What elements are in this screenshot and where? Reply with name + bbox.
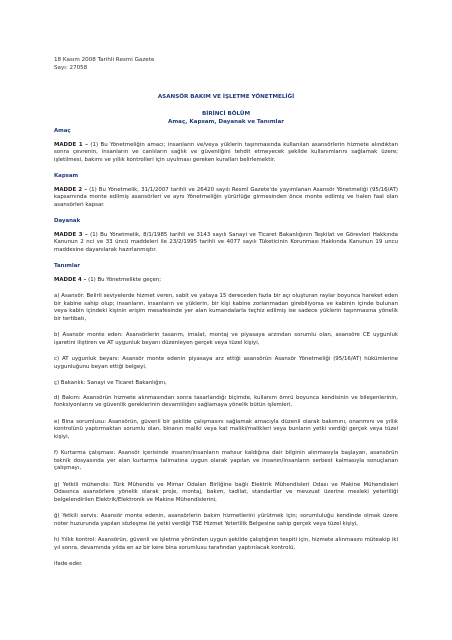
definition-item: b) Asansör monte eden: Asansörlerin tasarım, imalat, montaj ve piyasaya arzından sorumlu olan, asansöre CE uygunluk işaretini iliştiren ve AT uygunluk beyanı düzenleyen gerçek veya tüzel kişiyi, (54, 332, 398, 346)
definition-item: a) Asansör: Belirli seviyelerde hizmet veren, sabit ve yataya 15 dereceden fazla bir açı oluşturan raylar boyunca hareket eden bir kabine sahip olup; insanların, insanların ve yüklerin, bir kişi kabine zorlanmadan girebiliyorsa ve kabinin içinde bulunan veya kabin içindeki kişinin erişim mesafesinde yer alan kumandalarla teçhiz edilmiş ise sadece yüklerin taşınmasına yönelik bir tertibatı, (54, 293, 398, 322)
chapter-subtitle: Amaç, Kapsam, Dayanak ve Tanımlar (168, 119, 284, 125)
gazette-date: 18 Kasım 2008 Tarihli Resmi Gazete (54, 57, 155, 63)
definition-closing: ifade eder. (54, 561, 83, 567)
definition-item: ç) Bakanlık: Sanayi ve Ticaret Bakanlığını, (54, 380, 167, 386)
article-2-lead: MADDE 2 – (54, 186, 88, 193)
article-4-lead: MADDE 4 – (54, 276, 87, 283)
definition-item: f) Kurtarma çalışması: Asansör içerisinde insanın/insanların mahsur kaldığına dair bilginin alınmasıyla başlayan, asansörün teknik dosyasında yer alan kurtarma talimatına uygun olarak yapılan ve insanın/insanların serbest kalmasıyla sonuçlanan çalışmayı, (54, 450, 398, 471)
gazette-header (54, 57, 154, 72)
section-heading-amac: Amaç (54, 128, 71, 134)
document-body (54, 128, 398, 574)
definition-item: g) Yetkili mühendis: Türk Mühendis ve Mimar Odaları Birliğine bağlı Elektrik Mühendisleri Odası ve Makine Mühendisleri Odasınca asansörlere yönelik olarak proje, montaj, bakım, tadilat, standartlar ve mevzuat üzerine mesleki yeterliliği belgelendirilen Elektrik/Elektronik ve Makine Mühendislerini, (54, 481, 398, 503)
section-heading-tanimlar: Tanımlar (54, 263, 81, 269)
section-heading-dayanak: Dayanak (54, 218, 81, 224)
definition-item: e) Bina sorumlusu: Asansörün, güvenli bir şekilde çalışmasını sağlamak amacıyla düzenli olarak bakımını, onarımını ve yıllık kontrolünü yaptırmaktan sorumlu olan, binanın maliki veya kat maliki/malikleri veya bunların yetki verdiği gerçek veya tüzel kişiyi, (54, 418, 398, 440)
definition-item: c) AT uygunluk beyanı: Asansör monte edenin piyasaya arz ettiği asansörün Asansör Yönetmeliği (95/16/AT) hükümlerine uygunluğunu beyan ettiği belgeyi, (54, 356, 398, 370)
article-4 (54, 277, 398, 285)
gazette-issue: Sayı: 27058 (54, 64, 88, 71)
chapter-title: BİRİNCİ BÖLÜM (201, 111, 251, 117)
regulation-title: ASANSÖR BAKIM VE İŞLETME YÖNETMELİĞİ (157, 94, 295, 100)
definition-item: h) Yıllık kontrol: Asansörün, güvenli ve işletme yönünden uygun şekilde çalıştığının tespiti için, hizmete alınmasını müteakip iki yıl sonra, devamında yılda en az bir kere bina sorumlusu tarafından yaptırılacak kontrolü, (54, 537, 398, 551)
article-2-text: (1) Bu Yönetmelik, 31/1/2007 tarihli ve 26420 sayılı Resmî Gazete'de yayımlanan Asansör Yönetmeliği (95/16/AT) kapsamında monte edilmiş asansörleri ve aynı Yönetmeliğin yürürlüğe girmesinden önce monte edilmiş ve halen faal olan asansörleri kapsar. (54, 186, 398, 208)
article-2 (54, 187, 398, 210)
section-heading-kapsam: Kapsam (54, 173, 79, 179)
article-1-lead: MADDE 1 – (54, 141, 88, 148)
article-1 (54, 142, 398, 165)
definition-item: ğ) Yetkili servis: Asansör monte edenin, asansörlerin bakım hizmetlerini yürütmek için; sorumluluğu kendinde olmak üzere noter huzurunda yapılan sözleşme ile yetki verdiği TSE Hizmet Yeterlilik Belgesine sahip gerçek veya tüzel kişiyi, (54, 513, 398, 527)
article-3-lead: MADDE 3 – (54, 231, 88, 238)
definition-item: d) Bakım: Asansörün hizmete alınmasından sonra tasarlandığı biçimde, kullanım ömrü boyunca kendisinin ve bileşenlerinin, fonksiyonlarını ve güvenlik gereklerinin devamlılığını sağlamaya yönelik bütün işlemleri, (54, 394, 398, 408)
article-4-text: (1) Bu Yönetmelikte geçen; (86, 276, 162, 283)
article-3 (54, 232, 398, 255)
article-3-text: (1) Bu Yönetmelik, 8/1/1985 tarihli ve 3143 sayılı Sanayi ve Ticaret Bakanlığının Teşkilat ve Görevleri Hakkında Kanunun 2 nci ve 33 üncü maddeleri ile 23/2/1995 tarihli ve 4077 sayılı Tüketicinin Korunması Hakkında Kanunun 19 uncu maddesine dayanılarak hazırlanmıştır. (54, 231, 398, 253)
article-1-text: (1) Bu Yönetmeliğin amacı; insanların ve/veya yüklerin taşınmasında kullanılan asansörlerin hizmete alındıktan sonra çevrenin, insanların ve canlıların sağlık ve güvenliğini tehdit etmeyecek şekilde kullanımlarını sağlamak üzere; işletilmesi, bakımı ve yıllık kontrolleri için uyulması gereken kuralları belirlemektir. (54, 141, 398, 163)
